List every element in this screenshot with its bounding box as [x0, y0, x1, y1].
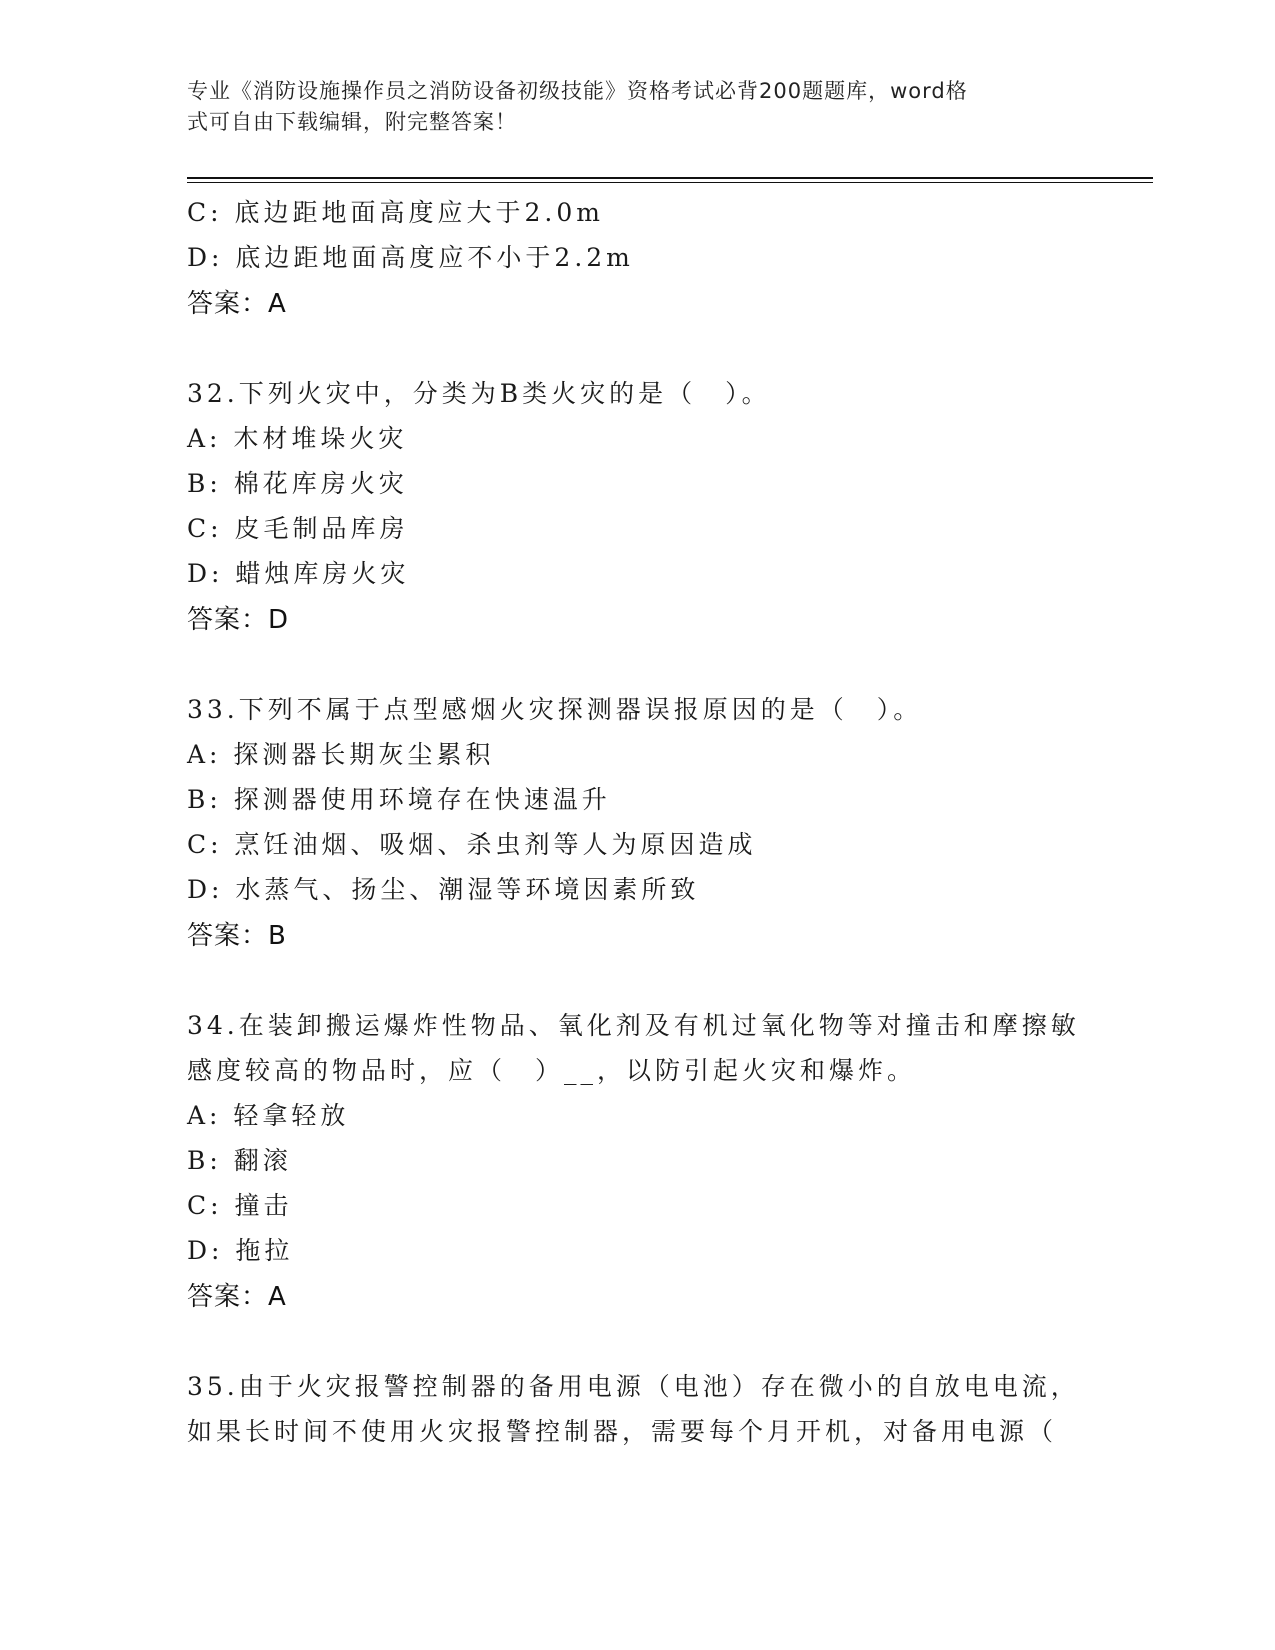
q32-stem: 32.下列火灾中，分类为B类火灾的是（ ）。: [187, 379, 771, 408]
header-divider-thin: [187, 182, 1153, 183]
prev-answer: 答案：A: [187, 289, 287, 319]
q34-option-d: D: 拖拉: [187, 1236, 294, 1265]
header-line-1: 专业《消防设施操作员之消防设备初级技能》资格考试必背200题题库，word格: [187, 79, 968, 103]
q32-answer: 答案：D: [187, 605, 290, 635]
header-divider-thick: [187, 177, 1153, 179]
q32-option-b: B: 棉花库房火灾: [187, 469, 408, 498]
prev-option-c: C: 底边距地面高度应大于2.0m: [187, 198, 604, 227]
q34-option-a: A: 轻拿轻放: [187, 1101, 350, 1130]
prev-option-d: D: 底边距地面高度应不小于2.2m: [187, 243, 634, 272]
q34-option-b: B: 翻滚: [187, 1146, 292, 1175]
q34-stem-line-2: 感度较高的物品时，应（ ）__，以防引起火灾和爆炸。: [187, 1056, 917, 1085]
q33-answer: 答案：B: [187, 921, 287, 951]
q34-option-c: C: 撞击: [187, 1191, 293, 1220]
q34-answer: 答案：A: [187, 1282, 287, 1312]
q33-option-b: B: 探测器使用环境存在快速温升: [187, 785, 611, 814]
q34-stem-line-1: 34.在装卸搬运爆炸性物品、氧化剂及有机过氧化物等对撞击和摩擦敏: [187, 1011, 1080, 1040]
q32-option-a: A: 木材堆垛火灾: [187, 424, 408, 453]
q33-option-c: C: 烹饪油烟、吸烟、杀虫剂等人为原因造成: [187, 830, 757, 859]
q35-stem-line-2: 如果长时间不使用火灾报警控制器，需要每个月开机，对备用电源（: [187, 1417, 1058, 1446]
q35-stem-line-1: 35.由于火灾报警控制器的备用电源（电池）存在微小的自放电电流，: [187, 1372, 1080, 1401]
q32-option-d: D: 蜡烛库房火灾: [187, 559, 410, 588]
q33-option-d: D: 水蒸气、扬尘、潮湿等环境因素所致: [187, 875, 700, 904]
q33-option-a: A: 探测器长期灰尘累积: [187, 740, 495, 769]
document-header: [187, 76, 1087, 138]
header-line-2: 式可自由下载编辑，附完整答案！: [187, 110, 517, 134]
q33-stem: 33.下列不属于点型感烟火灾探测器误报原因的是（ ）。: [187, 695, 923, 724]
q32-option-c: C: 皮毛制品库房: [187, 514, 409, 543]
